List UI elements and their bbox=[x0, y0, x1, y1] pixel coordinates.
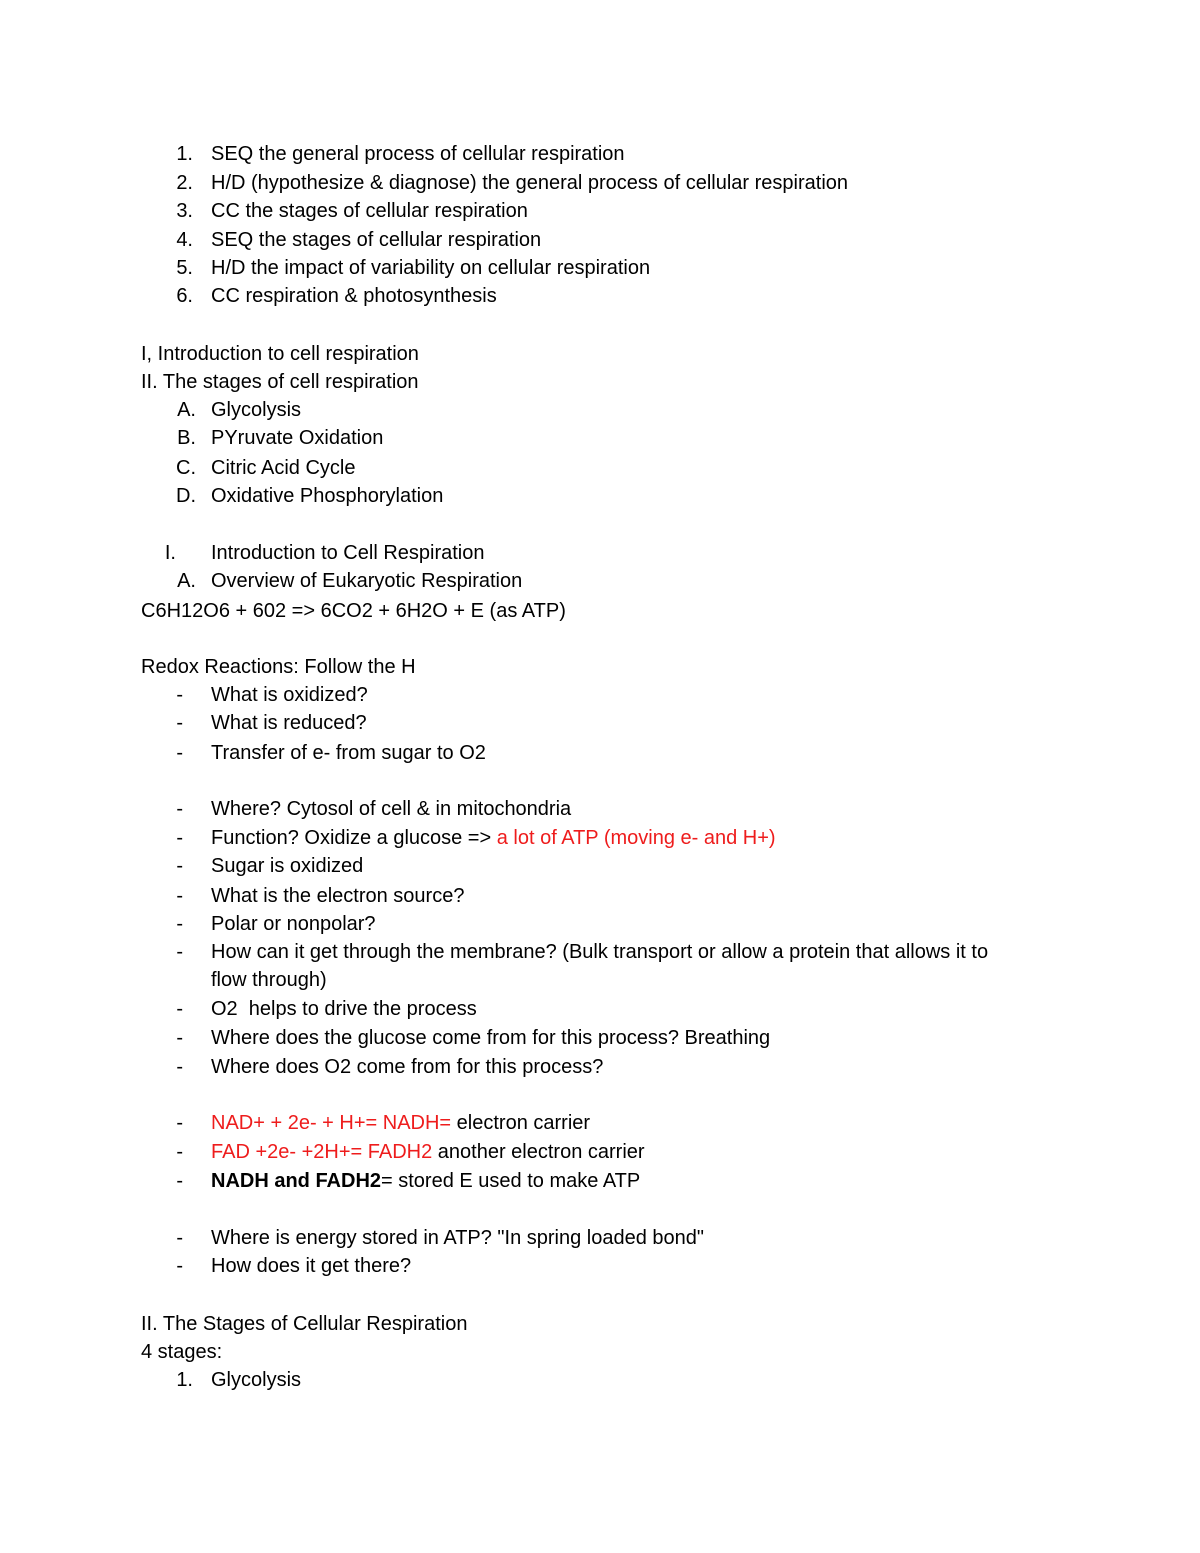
outline-heading: I, Introduction to cell respiration bbox=[141, 343, 419, 365]
bullet-text: Where? Cytosol of cell & in mitochondria bbox=[211, 798, 572, 820]
intro-subheading-text: Overview of Eukaryotic Respiration bbox=[211, 570, 523, 592]
bullet-marker: - bbox=[176, 941, 183, 963]
stage-text: Oxidative Phosphorylation bbox=[211, 485, 444, 507]
bullet-marker: - bbox=[176, 1112, 183, 1134]
bullet-text bbox=[211, 1138, 645, 1166]
bullet-text bbox=[211, 1167, 640, 1195]
bullet-text: How does it get there? bbox=[211, 1255, 412, 1277]
list-marker: 6. bbox=[176, 285, 193, 307]
bullet-marker: - bbox=[176, 913, 183, 935]
bullet-marker: - bbox=[176, 742, 183, 764]
list-marker: 4. bbox=[176, 229, 193, 251]
bullet-text: O2 helps to drive the process bbox=[211, 998, 477, 1020]
bullet-text: How can it get through the membrane? (Bulk transport or allow a protein that allows it to bbox=[211, 941, 989, 963]
highlighted-text: a lot of ATP (moving e- and H+) bbox=[496, 827, 776, 849]
bullet-text bbox=[211, 1109, 590, 1137]
plain-text: = stored E used to make ATP bbox=[381, 1170, 641, 1192]
objective-text: H/D (hypothesize & diagnose) the general process of cellular respiration bbox=[211, 172, 849, 194]
list-marker: A. bbox=[177, 570, 196, 592]
bullet-marker: - bbox=[176, 798, 183, 820]
bullet-marker: - bbox=[176, 1027, 183, 1049]
list-marker: C. bbox=[176, 457, 196, 479]
bullet-text: Where is energy stored in ATP? "In spring loaded bond" bbox=[211, 1227, 704, 1249]
list-marker: 3. bbox=[176, 200, 193, 222]
list-marker: D. bbox=[176, 485, 196, 507]
bullet-text: flow through) bbox=[211, 969, 327, 991]
redox-heading-text: Redox Reactions: Follow the H bbox=[141, 656, 416, 678]
stages-heading-text: II. The Stages of Cellular Respiration bbox=[141, 1313, 468, 1335]
bullet-marker: - bbox=[176, 684, 183, 706]
bullet-text: Transfer of e- from sugar to O2 bbox=[211, 742, 486, 764]
objective-text: SEQ the stages of cellular respiration bbox=[211, 229, 542, 251]
bold-text: NADH and FADH2 bbox=[211, 1170, 382, 1192]
bullet-marker: - bbox=[176, 885, 183, 907]
plain-text: electron carrier bbox=[451, 1112, 591, 1134]
highlighted-text: NAD+ + 2e- + H+= NADH= bbox=[211, 1112, 452, 1134]
bullet-text: Where does O2 come from for this process? bbox=[211, 1056, 604, 1078]
stages-count-text: 4 stages: bbox=[141, 1341, 223, 1363]
objective-text: CC the stages of cellular respiration bbox=[211, 200, 528, 222]
bullet-marker: - bbox=[176, 1170, 183, 1192]
bullet-text: Polar or nonpolar? bbox=[211, 913, 376, 935]
intro-heading-text: Introduction to Cell Respiration bbox=[211, 542, 485, 564]
function-prefix: Function? Oxidize a glucose => bbox=[211, 827, 497, 849]
stage-text: PYruvate Oxidation bbox=[211, 427, 384, 449]
list-marker: 1. bbox=[176, 143, 193, 165]
bullet-marker: - bbox=[176, 998, 183, 1020]
objective-text: SEQ the general process of cellular respiration bbox=[211, 143, 625, 165]
bullet-marker: - bbox=[176, 1255, 183, 1277]
stage-text: Glycolysis bbox=[211, 399, 302, 421]
bullet-text: What is the electron source? bbox=[211, 885, 465, 907]
objective-text: H/D the impact of variability on cellular respiration bbox=[211, 257, 651, 279]
bullet-marker: - bbox=[176, 855, 183, 877]
bullet-text: What is oxidized? bbox=[211, 684, 368, 706]
bullet-marker: - bbox=[176, 827, 183, 849]
bullet-marker: - bbox=[176, 1141, 183, 1163]
bullet-text bbox=[211, 824, 776, 852]
outline-heading: II. The stages of cell respiration bbox=[141, 371, 419, 393]
bullet-marker: - bbox=[176, 1227, 183, 1249]
objective-text: CC respiration & photosynthesis bbox=[211, 285, 497, 307]
bullet-text: What is reduced? bbox=[211, 712, 367, 734]
list-marker: A. bbox=[177, 399, 196, 421]
stage-text: Glycolysis bbox=[211, 1369, 302, 1391]
list-marker: 1. bbox=[176, 1369, 193, 1391]
highlighted-text: FAD +2e- +2H+= FADH2 bbox=[211, 1141, 433, 1163]
equation-text: C6H12O6 + 602 => 6CO2 + 6H2O + E (as ATP) bbox=[141, 600, 566, 622]
list-marker: 2. bbox=[176, 172, 193, 194]
bullet-text: Sugar is oxidized bbox=[211, 855, 364, 877]
stage-text: Citric Acid Cycle bbox=[211, 457, 356, 479]
bullet-marker: - bbox=[176, 1056, 183, 1078]
bullet-text: Where does the glucose come from for this process? Breathing bbox=[211, 1027, 771, 1049]
list-marker: I. bbox=[164, 542, 176, 564]
list-marker: B. bbox=[177, 427, 196, 449]
bullet-marker: - bbox=[176, 712, 183, 734]
plain-text: another electron carrier bbox=[432, 1141, 645, 1163]
list-marker: 5. bbox=[176, 257, 193, 279]
